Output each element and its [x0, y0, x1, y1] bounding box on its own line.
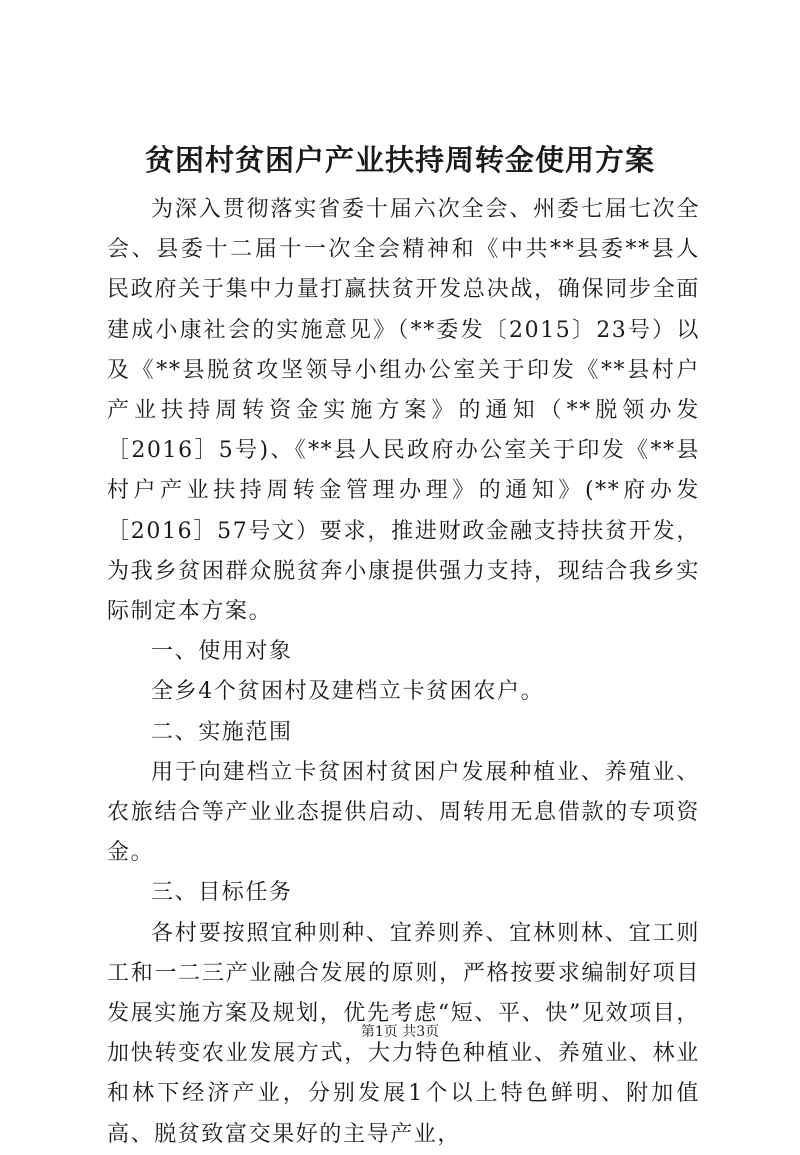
- section-text-goals: 各村要按照宜种则种、宜养则养、宜林则林、宜工则工和一二三产业融合发展的原则，严格按要求编制好项目发展实施方案及规划，优先考虑“短、平、快”见效项目，加快转变农业发展方式，大力特色种植业、养殖业、林业和林下经济产业，分别发展1个以上特色鲜明、附加值高、脱贫致富交果好的主导产业，: [107, 920, 700, 1147]
- section-heading-scope: 二、实施范围: [151, 719, 293, 745]
- section-heading-goals: 三、目标任务: [151, 880, 293, 906]
- page-footer: 第1页 共3页: [360, 1024, 440, 1040]
- section-text-usage-target: 全乡4个贫困村及建档立卡贫困农户。: [151, 679, 545, 705]
- document-body: [107, 190, 700, 1155]
- section-text-scope: 用于向建档立卡贫困村贫困户发展种植业、养殖业、农旅结合等产业业态提供启动、周转用无息借款的专项资金。: [107, 759, 700, 866]
- intro-paragraph: 为深入贯彻落实省委十届六次全会、州委七届七次全会、县委十二届十一次全会精神和《中共**县委**县人民政府关于集中力量打赢扶贫开发总决战，确保同步全面建成小康社会的实施意见》（**委发〔2015〕23号）以及《**县脱贫攻坚领导小组办公室关于印发《**县村户产业扶持周转资金实施方案》的通知（**脱领办发［2016］5号)、《**县人民政府办公室关于印发《**县村户产业扶持周转金管理办理》的通知》(**府办发［2016］57号文）要求，推进财政金融支持扶贫开发，为我乡贫困群众脱贫奔小康提供强力支持，现结合我乡实际制定本方案。: [107, 197, 700, 625]
- document-title: 贫困村贫困户产业扶持周转金使用方案: [144, 143, 655, 177]
- section-heading-usage-target: 一、使用对象: [151, 639, 293, 665]
